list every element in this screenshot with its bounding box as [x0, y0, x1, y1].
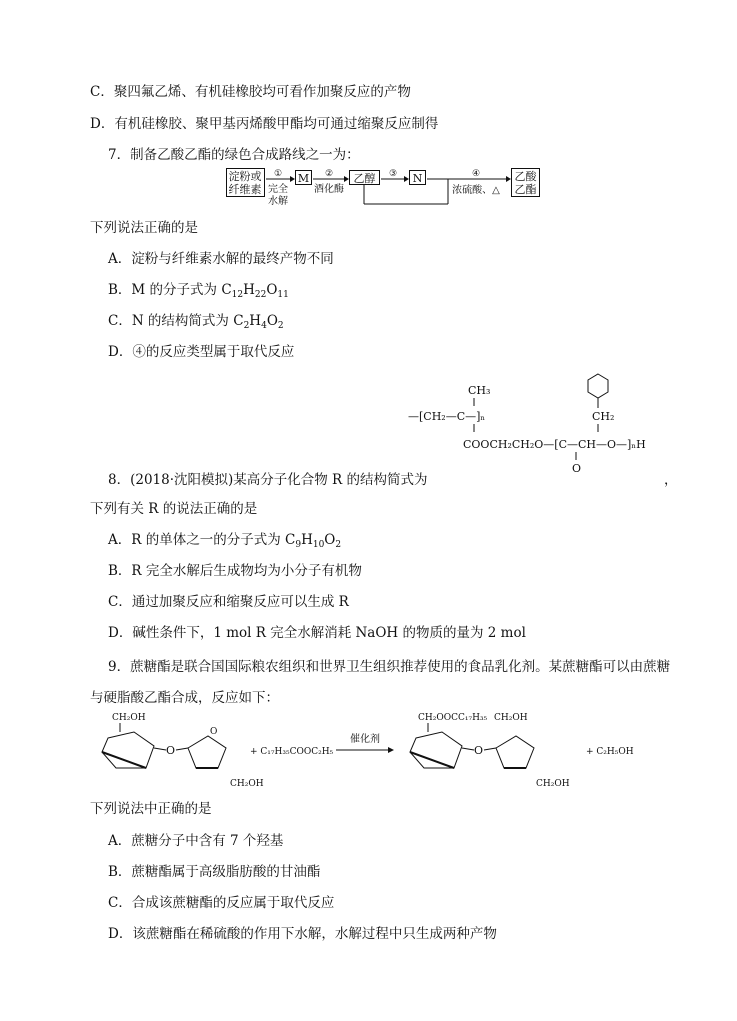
q8-comma: ， — [664, 472, 678, 488]
q7-synthesis-scheme — [226, 166, 542, 208]
q7-option-a: A．淀粉与纤维素水解的最终产物不同 — [108, 251, 334, 267]
q7-prompt: 下列说法正确的是 — [90, 220, 198, 236]
product-2: 乙酯 — [514, 183, 537, 196]
q7-stem: 7．制备乙酸乙酯的绿色合成路线之一为： — [108, 147, 360, 163]
q7-option-c: C．N 的结构简式为 $C_2H_4O_2$ — [108, 313, 284, 331]
q8-polymer-structure — [408, 368, 668, 482]
scheme-ethanol: 乙醇 — [353, 172, 376, 185]
product-ch2oh-2: CH₂OH — [536, 779, 570, 789]
q9-option-b: B．蔗糖酯属于高级脂肪酸的甘油酯 — [108, 864, 321, 880]
q9-reaction-scheme — [90, 708, 650, 794]
q7-option-b: B．M 的分子式为 $C_{12}H_{22}O_{11}$ — [108, 282, 289, 300]
byproduct-ethanol: + C₂H₅OH — [586, 747, 634, 757]
q9-option-d: D．该蔗糖酯在稀硫酸的作用下水解，水解过程中只生成两种产物 — [108, 926, 497, 942]
q9-stem-line2: 与硬脂酸乙酯合成，反应如下： — [90, 690, 279, 706]
q9-stem-line1: 9．蔗糖酯是联合国国际粮农组织和世界卫生组织推荐使用的食品乳化剂。某蔗糖酯可以由蔗糖 — [108, 659, 671, 675]
q8-option-c: C．通过加聚反应和缩聚反应可以生成 R — [108, 594, 349, 610]
reagent-ester: + C₁₇H₃₅COOC₂H₅ — [250, 747, 334, 757]
step4-number: ④ — [471, 169, 481, 179]
q9-option-a: A．蔗糖分子中含有 7 个羟基 — [108, 833, 284, 849]
product-1: 乙酸 — [514, 170, 537, 183]
q6-option-c: C．聚四氟乙烯、有机硅橡胶均可看作加聚反应的产物 — [90, 84, 411, 100]
q9-prompt: 下列说法中正确的是 — [90, 801, 212, 817]
ch2-benzyl: CH₂ — [592, 410, 615, 423]
scheme-start-1: 淀粉或 — [228, 170, 262, 183]
carbonyl-oxygen: O — [572, 462, 582, 475]
step1-cond-1: 完全 — [268, 184, 288, 195]
sucrose-ch2oh: CH₂OH — [112, 713, 146, 723]
q9-option-c: C．合成该蔗糖酯的反应属于取代反应 — [108, 895, 335, 911]
scheme-M: M — [297, 172, 310, 185]
q8-option-b: B．R 完全水解后生成物均为小分子有机物 — [108, 563, 362, 579]
svg-text:O: O — [474, 744, 484, 757]
q7-option-d: D．④的反应类型属于取代反应 — [108, 344, 295, 360]
q8-stem: 8．(2018·沈阳模拟)某高分子化合物 R 的结构简式为 — [108, 472, 428, 488]
step1-number: ① — [273, 169, 283, 179]
catalyst-label: 催化剂 — [350, 734, 380, 745]
q6-option-d: D．有机硅橡胶、聚甲基丙烯酸甲酯均可通过缩聚反应制得 — [90, 116, 439, 132]
step2-number: ② — [324, 169, 334, 179]
product-ch2oh: CH₂OH — [494, 713, 528, 723]
svg-text:O: O — [166, 744, 176, 757]
step2-cond: 酒化酶 — [314, 184, 344, 195]
sucrose-ch2oh-2: CH₂OH — [230, 779, 264, 789]
polymer-main-chain: —[CH₂—C—]ₙ — [408, 410, 486, 423]
scheme-N: N — [412, 172, 423, 185]
step1-cond-2: 水解 — [268, 196, 288, 207]
q8-option-d: D．碱性条件下，1 mol R 完全水解消耗 NaOH 的物质的量为 2 mol — [108, 625, 526, 641]
ch3-group: CH₃ — [468, 384, 491, 397]
svg-text:O: O — [210, 727, 218, 737]
q8-prompt: 下列有关 R 的说法正确的是 — [90, 501, 258, 517]
product-ester-group: CH₂OOCC₁₇H₃₅ — [418, 713, 488, 723]
q8-option-a: A．R 的单体之一的分子式为 $C_9H_{10}O_2$ — [108, 532, 342, 550]
step3-number: ③ — [388, 169, 398, 179]
polymer-ester-chain: COOCH₂CH₂O—[C—CH—O—]ₙH — [463, 438, 646, 451]
scheme-start-2: 纤维素 — [228, 183, 262, 196]
step4-cond: 浓硫酸、△ — [452, 185, 500, 196]
